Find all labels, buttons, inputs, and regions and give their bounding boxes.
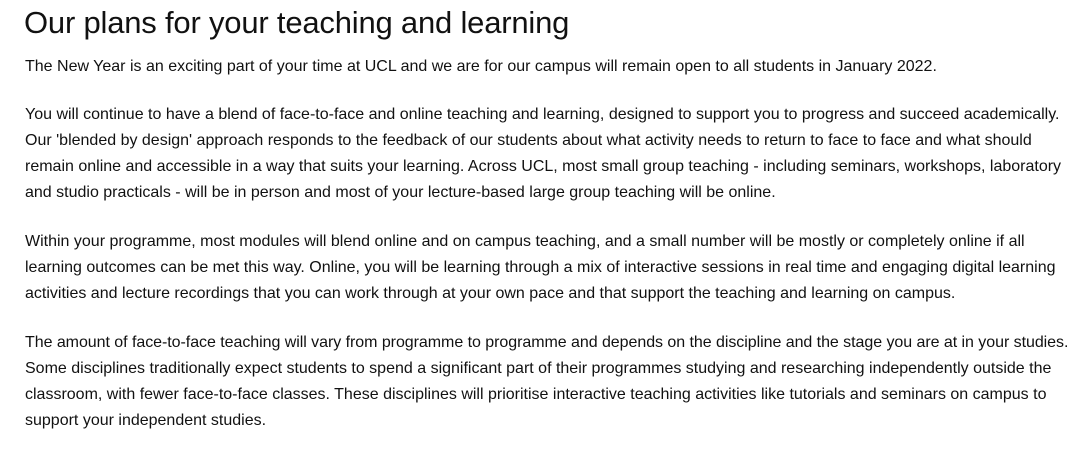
- paragraph-line: classroom, with fewer face-to-face classes. These disciplines will prioritise interactive teaching activities like tutorials and seminars on campus to: [25, 386, 1047, 403]
- page-title: Our plans for your teaching and learning: [24, 5, 570, 40]
- paragraph-line: remain online and accessible in a way that suits your learning. Across UCL, most small group teaching - including seminars, workshops, laboratory: [25, 158, 1062, 175]
- paragraph-line: Some disciplines traditionally expect students to spend a significant part of their programmes studying and researching independently outside the: [25, 360, 1052, 377]
- paragraph-line: The amount of face-to-face teaching will vary from programme to programme and depends on the discipline and the stage you are at in your studies.: [25, 334, 1069, 351]
- paragraph-line: and studio practicals - will be in person and most of your lecture-based large group teaching will be online.: [25, 184, 776, 201]
- paragraph-line: Our 'blended by design' approach responds to the feedback of our students about what activity needs to return to face to face and what should: [25, 132, 1032, 149]
- paragraph-intro: [25, 54, 937, 80]
- paragraph-line: The New Year is an exciting part of your time at UCL and we are for our campus will remain open to all students in January 2022.: [25, 58, 937, 75]
- paragraph-line: learning outcomes can be met this way. Online, you will be learning through a mix of interactive sessions in real time and engaging digital learning: [25, 259, 1056, 276]
- paragraph-blended-teaching: [25, 102, 1061, 206]
- paragraph-line: support your independent studies.: [25, 412, 267, 429]
- paragraph-programme-modules: [25, 229, 1056, 307]
- paragraph-face-to-face-amount: [25, 330, 1068, 434]
- paragraph-line: Within your programme, most modules will blend online and on campus teaching, and a small number will be mostly or completely online if all: [25, 233, 1025, 250]
- paragraph-line: You will continue to have a blend of face-to-face and online teaching and learning, designed to support you to progress and succeed academically.: [25, 106, 1060, 123]
- paragraph-line: activities and lecture recordings that you can work through at your own pace and that support the teaching and learning on campus.: [25, 285, 956, 302]
